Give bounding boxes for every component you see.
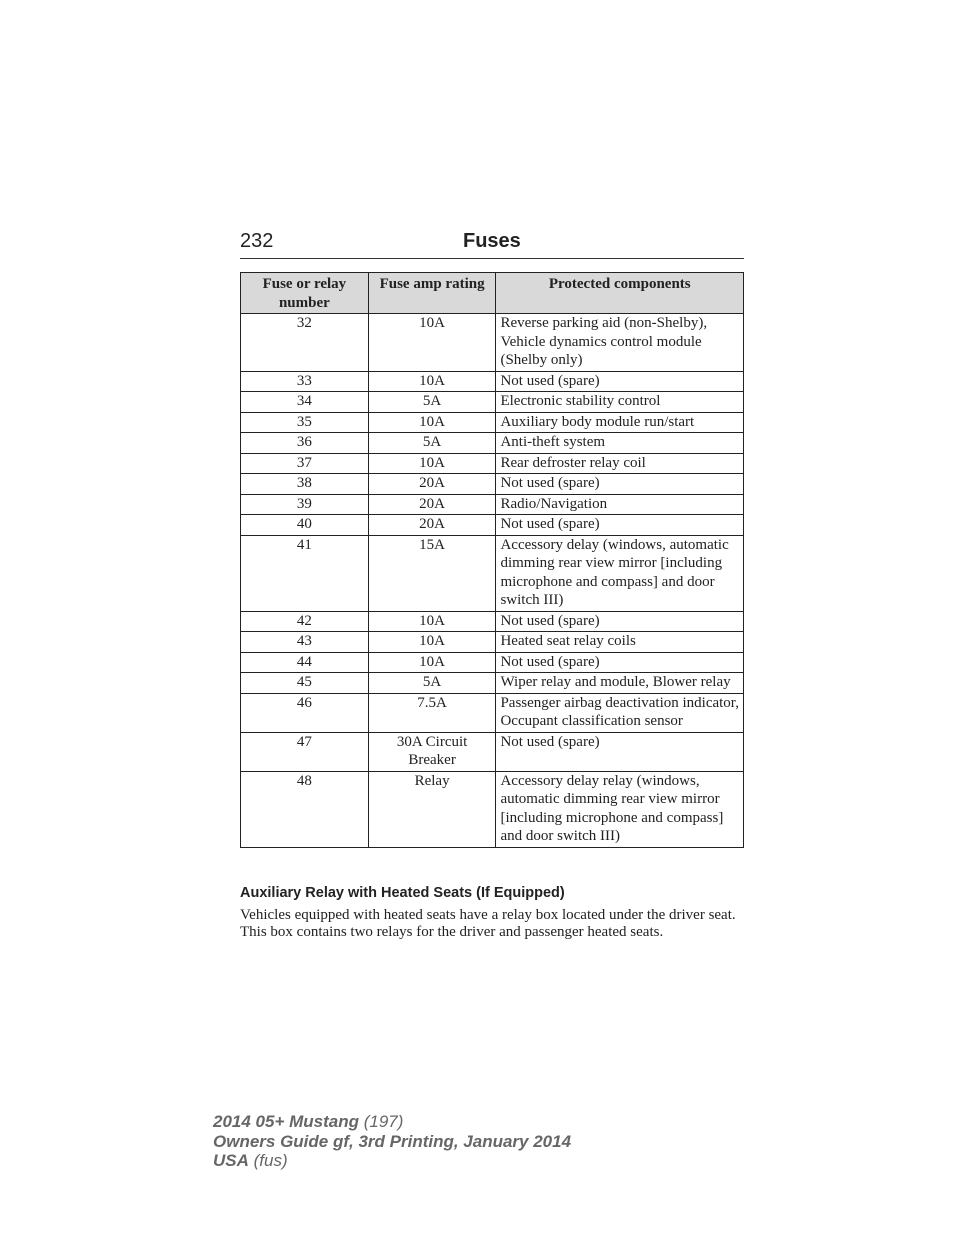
protected-components-cell: Electronic stability control <box>496 392 744 413</box>
table-row <box>241 535 744 611</box>
footer-model: 2014 05+ Mustang <box>213 1112 359 1131</box>
fuse-number-cell: 37 <box>241 453 369 474</box>
fuse-number-cell: 38 <box>241 474 369 495</box>
table-row <box>241 371 744 392</box>
protected-components-cell: Accessory delay relay (windows, automatic dimming rear view mirror [including microphone and compass] and door switch III) <box>496 771 744 847</box>
section-title: Fuses <box>463 230 521 252</box>
table-row <box>241 611 744 632</box>
table-header-row <box>241 273 744 314</box>
fuse-number-cell: 32 <box>241 314 369 372</box>
fuse-number-cell: 44 <box>241 652 369 673</box>
amp-rating-cell: 10A <box>368 652 496 673</box>
amp-rating-cell: 20A <box>368 515 496 536</box>
protected-components-cell: Not used (spare) <box>496 371 744 392</box>
fuse-number-cell: 34 <box>241 392 369 413</box>
fuse-number-cell: 33 <box>241 371 369 392</box>
amp-rating-cell: 20A <box>368 474 496 495</box>
fuse-number-cell: 35 <box>241 412 369 433</box>
amp-rating-cell: 10A <box>368 371 496 392</box>
table-row <box>241 433 744 454</box>
footer-guide-edition: Owners Guide gf, 3rd Printing, January 2014 <box>213 1131 572 1151</box>
fuse-number-cell: 43 <box>241 632 369 653</box>
fuse-number-cell: 36 <box>241 433 369 454</box>
protected-components-cell: Not used (spare) <box>496 652 744 673</box>
amp-rating-cell: 5A <box>368 673 496 694</box>
footer-line-3 <box>213 1151 571 1171</box>
fuse-table-body <box>241 314 744 848</box>
amp-rating-cell: 10A <box>368 632 496 653</box>
amp-rating-cell: 10A <box>368 314 496 372</box>
amp-rating-cell: 5A <box>368 433 496 454</box>
fuse-number-cell: 40 <box>241 515 369 536</box>
protected-components-cell: Not used (spare) <box>496 732 744 771</box>
column-header-fuse-number: Fuse or relay number <box>241 273 369 314</box>
footer-section-code: (fus) <box>253 1151 288 1170</box>
page-header <box>240 229 744 259</box>
table-row <box>241 494 744 515</box>
protected-components-cell: Not used (spare) <box>496 515 744 536</box>
table-row <box>241 732 744 771</box>
protected-components-cell: Radio/Navigation <box>496 494 744 515</box>
column-header-protected-components: Protected components <box>496 273 744 314</box>
fuse-table <box>240 272 744 848</box>
table-row <box>241 392 744 413</box>
amp-rating-cell: 5A <box>368 392 496 413</box>
footer-line-2 <box>213 1132 571 1152</box>
amp-rating-cell: 10A <box>368 412 496 433</box>
table-row <box>241 453 744 474</box>
fuse-number-cell: 41 <box>241 535 369 611</box>
footer-market: USA <box>213 1151 249 1170</box>
body-paragraph: Vehicles equipped with heated seats have a relay box located under the driver seat. This box contains two relays for the driver and passenger heated seats. <box>240 907 736 940</box>
protected-components-cell: Heated seat relay coils <box>496 632 744 653</box>
protected-components-cell: Rear defroster relay coil <box>496 453 744 474</box>
protected-components-cell: Not used (spare) <box>496 474 744 495</box>
table-row <box>241 412 744 433</box>
fuse-number-cell: 39 <box>241 494 369 515</box>
protected-components-cell: Anti-theft system <box>496 433 744 454</box>
fuse-number-cell: 42 <box>241 611 369 632</box>
table-row <box>241 314 744 372</box>
fuse-number-cell: 48 <box>241 771 369 847</box>
protected-components-cell: Reverse parking aid (non-Shelby), Vehicle dynamics control module (Shelby only) <box>496 314 744 372</box>
table-row <box>241 652 744 673</box>
amp-rating-cell: Relay <box>368 771 496 847</box>
table-row <box>241 771 744 847</box>
amp-rating-cell: 30A Circuit Breaker <box>368 732 496 771</box>
table-row <box>241 673 744 694</box>
protected-components-cell: Accessory delay (windows, automatic dimming rear view mirror [including microphone and compass] and door switch III) <box>496 535 744 611</box>
fuse-number-cell: 45 <box>241 673 369 694</box>
footer-page-code: (197) <box>363 1112 404 1131</box>
protected-components-cell: Wiper relay and module, Blower relay <box>496 673 744 694</box>
table-row <box>241 474 744 495</box>
table-row <box>241 515 744 536</box>
protected-components-cell: Passenger airbag deactivation indicator, Occupant classification sensor <box>496 693 744 732</box>
amp-rating-cell: 7.5A <box>368 693 496 732</box>
amp-rating-cell: 20A <box>368 494 496 515</box>
page-footer <box>213 1112 571 1171</box>
page-number: 232 <box>240 230 274 252</box>
amp-rating-cell: 10A <box>368 453 496 474</box>
amp-rating-cell: 15A <box>368 535 496 611</box>
protected-components-cell: Not used (spare) <box>496 611 744 632</box>
protected-components-cell: Auxiliary body module run/start <box>496 412 744 433</box>
fuse-number-cell: 47 <box>241 732 369 771</box>
table-row <box>241 632 744 653</box>
footer-line-1 <box>213 1112 571 1132</box>
fuse-number-cell: 46 <box>241 693 369 732</box>
table-row <box>241 693 744 732</box>
column-header-amp-rating: Fuse amp rating <box>368 273 496 314</box>
amp-rating-cell: 10A <box>368 611 496 632</box>
subheading: Auxiliary Relay with Heated Seats (If Equipped) <box>240 885 565 901</box>
